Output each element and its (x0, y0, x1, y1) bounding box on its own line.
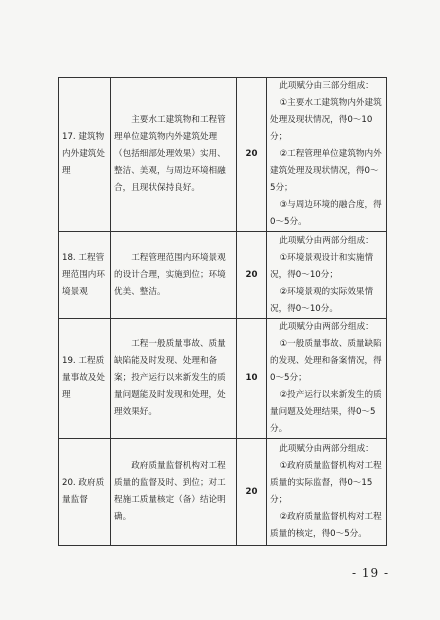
criteria-line: ①环境景观设计和实施情况，得0～10分； (270, 252, 374, 280)
score-cell: 10 (237, 319, 267, 439)
item-name-cell: 17. 建筑物内外建筑处理 (59, 78, 111, 232)
criteria-line: ②环境景观的实际效果情况，得0～10分。 (270, 286, 374, 314)
standard-cell: 工程一般质量事故、质量缺陷能及时发现、处理和备案；投产运行以来新发生的质量问题能及时发现和处理，处理效果好。 (111, 319, 237, 439)
table-row (59, 439, 387, 546)
criteria-line: ②政府质量监督机构对工程质量的核定，得0～5分。 (270, 512, 382, 539)
criteria-line: ③与周边环境的融合度，得0～5分。 (270, 200, 382, 227)
score-cell: 20 (237, 439, 267, 546)
criteria-cell (267, 78, 387, 232)
standard-cell: 政府质量监督机构对工程质量的监督及时、到位；对工程施工质量核定（备）结论明确。 (111, 439, 237, 546)
criteria-heading: 此项赋分由两部分组成： (279, 322, 374, 332)
item-name-cell: 18. 工程管理范围内环境景观 (59, 232, 111, 319)
criteria-line: ①主要水工建筑物内外建筑处理及现状情况，得0～10分； (270, 98, 382, 142)
criteria-line: ①一般质量事故、质量缺陷的发现、处理和备案情况，得0～5分； (270, 339, 382, 383)
table-row (59, 78, 387, 232)
score-cell: 20 (237, 78, 267, 232)
item-name-cell: 19. 工程质量事故及处理 (59, 319, 111, 439)
standard-cell: 工程管理范围内环境景观的设计合理，实施到位；环境优美、整洁。 (111, 232, 237, 319)
criteria-line: ②投产运行以来新发生的质量问题及处理结果，得0～5分。 (270, 390, 382, 434)
scoring-table (58, 77, 387, 546)
score-cell: 20 (237, 232, 267, 319)
table-row (59, 319, 387, 439)
criteria-line: ②工程管理单位建筑物内外建筑处理及现状情况，得0～5分； (270, 149, 382, 193)
page-number: - 19 - (352, 566, 390, 580)
criteria-heading: 此项赋分由三部分组成： (279, 81, 374, 91)
criteria-cell (267, 439, 387, 546)
criteria-cell (267, 319, 387, 439)
criteria-heading: 此项赋分由两部分组成： (279, 235, 374, 246)
criteria-heading: 此项赋分由两部分组成： (279, 444, 374, 454)
criteria-line: ①政府质量监督机构对工程质量的实际监督，得0～15分； (270, 461, 382, 505)
criteria-cell (267, 232, 387, 319)
item-name-cell: 20. 政府质量监督 (59, 439, 111, 546)
table-row (59, 232, 387, 319)
standard-cell: 主要水工建筑物和工程管理单位建筑物内外建筑处理（包括细部处理效果）实用、整洁、美观，与周边环境相融合，且现状保持良好。 (111, 78, 237, 232)
